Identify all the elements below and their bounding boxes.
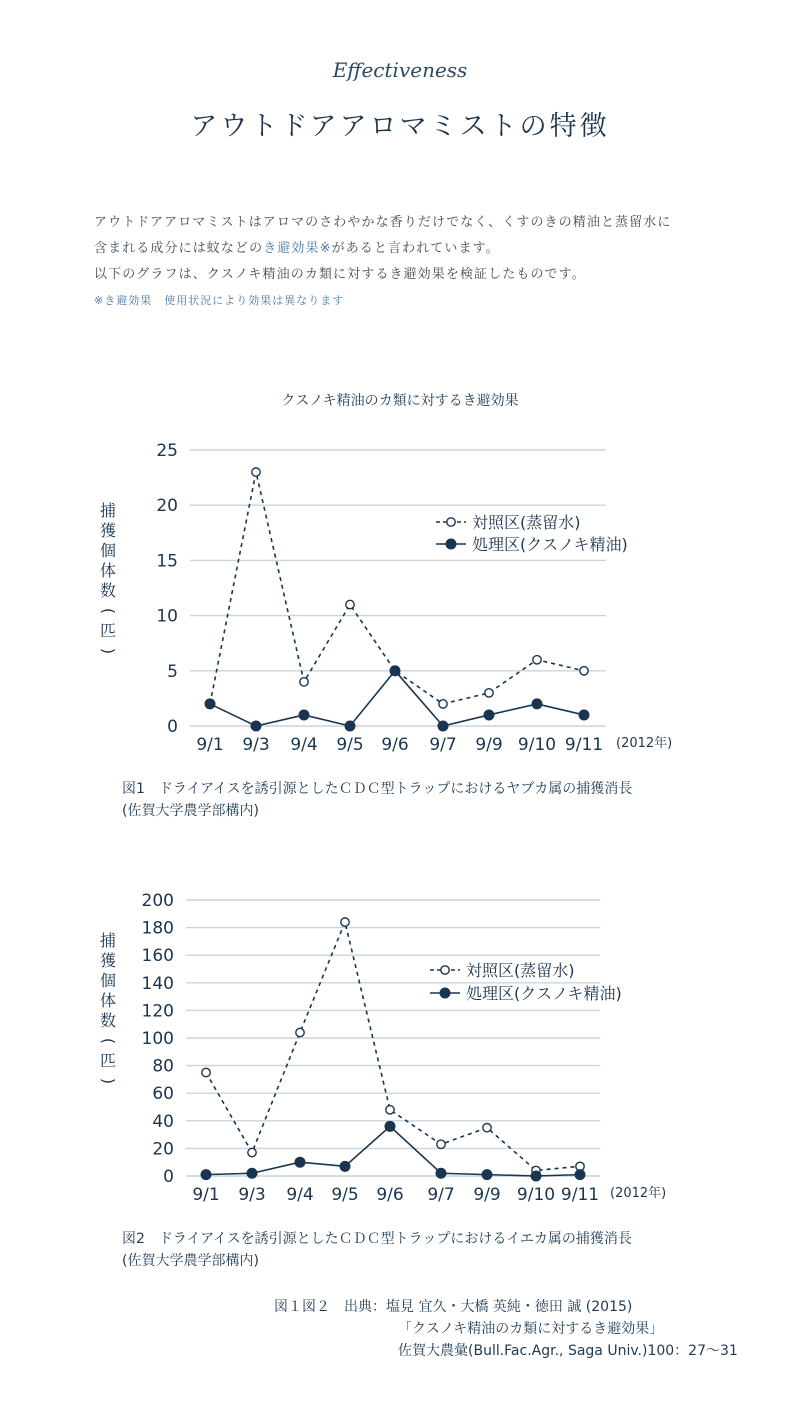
treatment-point [299, 710, 309, 720]
treatment-point [251, 721, 261, 731]
treatment-point [201, 1170, 211, 1180]
x-tick-label: 9/10 [517, 735, 557, 755]
x-tick-label: 9/5 [336, 735, 364, 755]
x-tick-label: 9/7 [427, 1185, 455, 1205]
chart-2-caption [122, 1228, 632, 1272]
legend-swatch-marker [446, 539, 456, 549]
x-tick-label: 9/3 [238, 1185, 266, 1205]
x-tick-label: 9/1 [196, 735, 224, 755]
repellent-effect-highlight: き避効果※ [263, 241, 332, 256]
treatment-point [484, 710, 494, 720]
x-tick-label: 9/4 [290, 735, 318, 755]
legend-control-label: 対照区(蒸留水) [472, 513, 581, 532]
treatment-point [438, 721, 448, 731]
legend-swatch-marker [441, 966, 449, 974]
chart-1-caption [122, 778, 632, 822]
source-line-1: 図１図２ 出典：塩見 宜久・大橋 英純・徳田 誠 (2015) [274, 1299, 633, 1315]
section-title: クスノキ精油のカ類に対するき避効果 [281, 393, 519, 409]
chart-1-caption-line-2: (佐賀大学農学部構内) [122, 803, 259, 819]
intro-line-2-post: があると言われています。 [331, 241, 500, 256]
y-tick-label: 5 [167, 661, 178, 682]
chart-culex [0, 880, 800, 1210]
control-point [483, 1124, 491, 1132]
treatment-series-line [210, 671, 584, 726]
x-axis-year-label: (2012年) [610, 1186, 667, 1201]
y-axis-label-char: 個 [99, 971, 117, 990]
treatment-point [390, 666, 400, 676]
treatment-point [385, 1122, 395, 1132]
x-tick-label: 9/5 [331, 1185, 359, 1205]
treatment-point [532, 699, 542, 709]
y-tick-label: 160 [141, 946, 174, 967]
control-point [248, 1148, 256, 1156]
y-axis-label-char: 匹 [99, 621, 117, 640]
x-tick-label: 9/9 [473, 1185, 501, 1205]
intro-note: ※き避効果 使用状況により効果は異なります [94, 294, 345, 307]
y-axis-label-char: 捕 [99, 501, 117, 520]
control-point [252, 468, 260, 476]
source-citation [274, 1296, 738, 1362]
treatment-point [482, 1170, 492, 1180]
intro-text [94, 210, 734, 314]
legend-swatch-marker [440, 988, 450, 998]
y-tick-label: 200 [141, 891, 174, 911]
x-tick-label: 9/9 [475, 735, 503, 755]
legend-treatment-label: 処理区(クスノキ精油) [466, 984, 622, 1003]
y-axis-label-char: 体 [99, 991, 117, 1010]
x-tick-label: 9/1 [192, 1185, 220, 1205]
legend-treatment-label: 処理区(クスノキ精油) [472, 535, 628, 554]
y-tick-label: 180 [141, 918, 174, 939]
x-axis-year-label: (2012年) [616, 736, 673, 751]
y-axis-label-char: ) [99, 1077, 118, 1085]
control-series-line [206, 922, 580, 1170]
treatment-point [579, 710, 589, 720]
y-tick-label: 60 [152, 1084, 174, 1105]
source-line-2: 「クスノキ精油のカ類に対するき避効果」 [398, 1321, 664, 1337]
x-tick-label: 9/11 [564, 735, 604, 755]
x-tick-label: 9/3 [242, 735, 270, 755]
treatment-point [575, 1170, 585, 1180]
y-tick-label: 0 [163, 1167, 174, 1187]
y-tick-label: 120 [141, 1001, 174, 1022]
treatment-point [205, 699, 215, 709]
control-point [485, 689, 493, 697]
chart-1-caption-line-1: 図1 ドライアイスを誘引源としたＣＤＣ型トラップにおけるヤブカ属の捕獲消長 [122, 781, 633, 797]
control-point [341, 918, 349, 926]
y-tick-label: 20 [152, 1139, 174, 1160]
control-point [533, 656, 541, 664]
x-tick-label: 9/6 [376, 1185, 404, 1205]
intro-line-2-pre: 含まれる成分には蚊などの [94, 241, 264, 256]
y-axis-label-char: 個 [99, 541, 117, 560]
x-tick-label: 9/10 [516, 1185, 556, 1205]
control-point [202, 1068, 210, 1076]
y-tick-label: 140 [141, 973, 174, 994]
control-point [296, 1028, 304, 1036]
y-axis-label-char: ( [99, 1037, 118, 1045]
page-title: アウトドアアロマミストの特徴 [190, 111, 610, 142]
treatment-point [295, 1157, 305, 1167]
y-axis-label-char: 捕 [99, 931, 117, 950]
y-axis-label-char: 数 [99, 581, 117, 600]
eyebrow-heading: Effectiveness [332, 58, 468, 82]
x-tick-label: 9/7 [429, 735, 457, 755]
y-axis-label-char: 体 [99, 561, 117, 580]
legend-control-label: 対照区(蒸留水) [466, 961, 575, 980]
control-point [346, 600, 354, 608]
control-point [386, 1106, 394, 1114]
y-axis-label-char: 獲 [99, 521, 117, 540]
x-tick-label: 9/6 [381, 735, 409, 755]
y-axis-label-char: 数 [99, 1011, 117, 1030]
treatment-point [345, 721, 355, 731]
legend-swatch-marker [447, 518, 455, 526]
control-point [300, 678, 308, 686]
y-tick-label: 40 [152, 1111, 174, 1132]
treatment-point [531, 1171, 541, 1181]
y-tick-label: 25 [156, 441, 178, 461]
treatment-point [436, 1168, 446, 1178]
y-tick-label: 15 [156, 551, 178, 572]
treatment-point [247, 1168, 257, 1178]
source-line-3: 佐賀大農彙(Bull.Fac.Agr., Saga Univ.)100：27〜31 [398, 1343, 738, 1359]
chart-aedes [0, 430, 800, 760]
x-tick-label: 9/4 [286, 1185, 314, 1205]
y-tick-label: 80 [152, 1056, 174, 1077]
y-tick-label: 10 [156, 606, 178, 627]
x-tick-label: 9/11 [560, 1185, 600, 1205]
control-point [437, 1140, 445, 1148]
y-axis-label-char: 匹 [99, 1051, 117, 1070]
y-tick-label: 20 [156, 496, 178, 517]
intro-line-1: アウトドアアロマミストはアロマのさわやかな香りだけでなく、くすのきの精油と蒸留水に [94, 215, 672, 230]
y-tick-label: 100 [141, 1029, 174, 1049]
control-point [439, 700, 447, 708]
intro-line-2 [94, 236, 734, 262]
intro-line-3: 以下のグラフは、クスノキ精油のカ類に対するき避効果を検証したものです。 [94, 267, 586, 282]
y-axis-label-char: 獲 [99, 951, 117, 970]
y-axis-label-char: ( [99, 607, 118, 615]
y-axis-label-char: ) [99, 647, 118, 655]
control-point [580, 667, 588, 675]
chart-2-caption-line-2: (佐賀大学農学部構内) [122, 1253, 259, 1269]
treatment-series-line [206, 1126, 580, 1176]
treatment-point [340, 1162, 350, 1172]
chart-2-caption-line-1: 図2 ドライアイスを誘引源としたＣＤＣ型トラップにおけるイエカ属の捕獲消長 [122, 1231, 632, 1247]
y-tick-label: 0 [167, 717, 178, 737]
